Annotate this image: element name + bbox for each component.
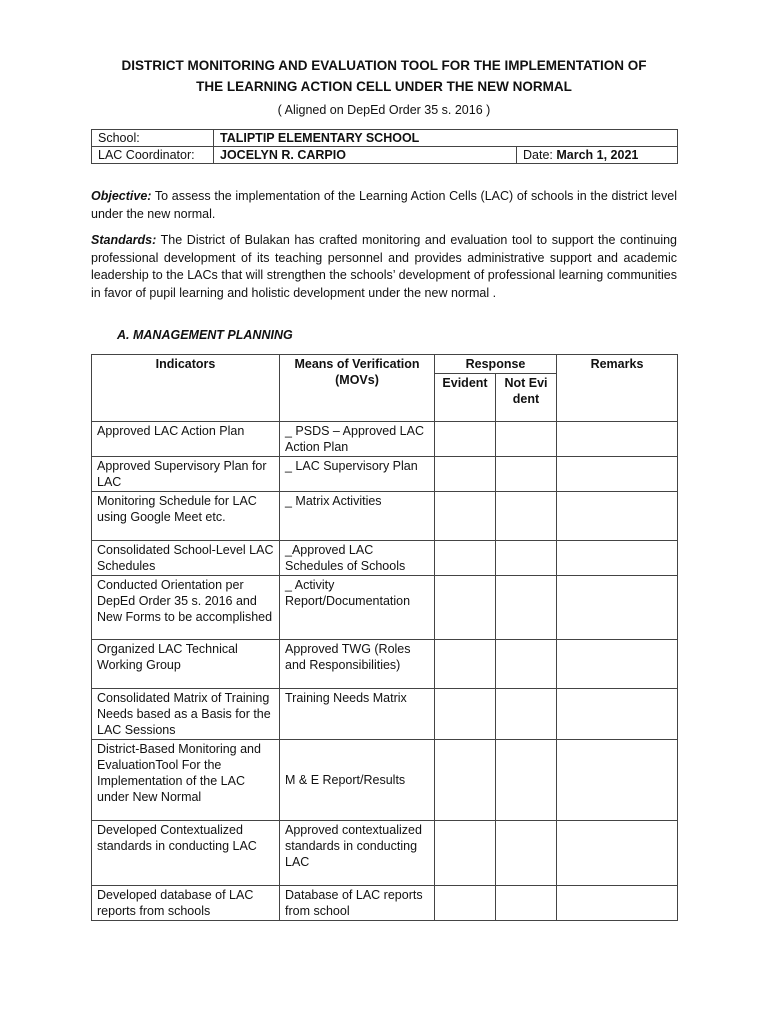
not-evident-cell[interactable] [496, 541, 557, 576]
table-row [92, 640, 678, 689]
management-planning-table [91, 354, 678, 921]
title-line-2: THE LEARNING ACTION CELL UNDER THE NEW NORMAL [196, 79, 572, 94]
remarks-cell[interactable] [557, 689, 678, 740]
mov-cell: _ Matrix Activities [280, 492, 435, 541]
indicator-cell: Approved LAC Action Plan [92, 422, 280, 457]
mov-cell: Approved contextualized standards in conducting LAC [280, 821, 435, 886]
objective-label: Objective: [91, 189, 152, 203]
indicator-cell: Consolidated Matrix of Training Needs based as a Basis for the LAC Sessions [92, 689, 280, 740]
table-row [92, 422, 678, 457]
header-indicators: Indicators [92, 355, 280, 422]
mov-cell: _Approved LAC Schedules of Schools [280, 541, 435, 576]
remarks-cell[interactable] [557, 457, 678, 492]
header-remarks: Remarks [557, 355, 678, 422]
mov-cell: M & E Report/Results [280, 740, 435, 821]
header-movs: Means of Verification (MOVs) [280, 355, 435, 422]
table-row [92, 492, 678, 541]
remarks-cell[interactable] [557, 576, 678, 640]
indicator-cell: Conducted Orientation per DepEd Order 35 s. 2016 and New Forms to be accomplished [92, 576, 280, 640]
mov-cell: _ PSDS – Approved LAC Action Plan [280, 422, 435, 457]
remarks-cell[interactable] [557, 821, 678, 886]
table-row [92, 821, 678, 886]
evident-cell[interactable] [435, 640, 496, 689]
not-evident-cell[interactable] [496, 492, 557, 541]
school-label: School: [92, 130, 214, 147]
mov-cell: _ Activity Report/Documentation [280, 576, 435, 640]
evident-cell[interactable] [435, 541, 496, 576]
date-label: Date: [523, 148, 557, 162]
section-title: A. MANAGEMENT PLANNING [117, 328, 293, 342]
indicator-cell: Developed Contextualized standards in conducting LAC [92, 821, 280, 886]
evident-cell[interactable] [435, 821, 496, 886]
table-row [92, 576, 678, 640]
coordinator-label: LAC Coordinator: [92, 147, 214, 164]
remarks-cell[interactable] [557, 492, 678, 541]
table-row [92, 541, 678, 576]
indicator-cell: Consolidated School-Level LAC Schedules [92, 541, 280, 576]
not-evident-cell[interactable] [496, 886, 557, 921]
indicator-cell: Developed database of LAC reports from schools [92, 886, 280, 921]
indicator-cell: Approved Supervisory Plan for LAC [92, 457, 280, 492]
evident-cell[interactable] [435, 886, 496, 921]
evident-cell[interactable] [435, 689, 496, 740]
not-evident-cell[interactable] [496, 422, 557, 457]
remarks-cell[interactable] [557, 640, 678, 689]
not-evident-cell[interactable] [496, 576, 557, 640]
not-evident-cell[interactable] [496, 740, 557, 821]
table-row [92, 457, 678, 492]
indicator-cell: District-Based Monitoring and EvaluationTool For the Implementation of the LAC under New Normal [92, 740, 280, 821]
indicator-cell: Organized LAC Technical Working Group [92, 640, 280, 689]
not-evident-cell[interactable] [496, 457, 557, 492]
mov-cell: Training Needs Matrix [280, 689, 435, 740]
indicator-cell: Monitoring Schedule for LAC using Google Meet etc. [92, 492, 280, 541]
standards-label: Standards: [91, 233, 157, 247]
school-value: TALIPTIP ELEMENTARY SCHOOL [214, 130, 678, 147]
objective-paragraph [91, 188, 677, 223]
mov-cell: Approved TWG (Roles and Responsibilities) [280, 640, 435, 689]
objective-text: To assess the implementation of the Learning Action Cells (LAC) of schools in the district level under the new normal. [91, 189, 677, 221]
evident-cell[interactable] [435, 457, 496, 492]
document-title [60, 55, 708, 97]
school-info-table [91, 129, 678, 164]
not-evident-cell[interactable] [496, 821, 557, 886]
remarks-cell[interactable] [557, 886, 678, 921]
standards-text: The District of Bulakan has crafted monitoring and evaluation tool to support the continuing professional development of its teaching personnel and provides administrative support and academic leadership to the LACs that will strengthen the schools’ development of professional learning communities in favor of pupil learning and holistic development under the new normal . [91, 233, 677, 300]
evident-cell[interactable] [435, 740, 496, 821]
evident-cell[interactable] [435, 576, 496, 640]
not-evident-cell[interactable] [496, 640, 557, 689]
mov-cell: _ LAC Supervisory Plan [280, 457, 435, 492]
table-row [92, 886, 678, 921]
date-value: March 1, 2021 [556, 148, 639, 162]
header-evident: Evident [435, 374, 496, 422]
coordinator-value: JOCELYN R. CARPIO [214, 147, 517, 164]
remarks-cell[interactable] [557, 422, 678, 457]
remarks-cell[interactable] [557, 740, 678, 821]
header-response: Response [435, 355, 557, 374]
evident-cell[interactable] [435, 422, 496, 457]
not-evident-cell[interactable] [496, 689, 557, 740]
subtitle: ( Aligned on DepEd Order 35 s. 2016 ) [277, 103, 491, 117]
header-not-evident: Not Evident [496, 374, 557, 422]
date-cell [517, 147, 678, 164]
standards-paragraph [91, 232, 677, 302]
title-line-1: DISTRICT MONITORING AND EVALUATION TOOL FOR THE IMPLEMENTATION OF [121, 58, 647, 73]
remarks-cell[interactable] [557, 541, 678, 576]
table-row [92, 740, 678, 821]
table-row [92, 689, 678, 740]
evident-cell[interactable] [435, 492, 496, 541]
mov-cell: Database of LAC reports from school [280, 886, 435, 921]
